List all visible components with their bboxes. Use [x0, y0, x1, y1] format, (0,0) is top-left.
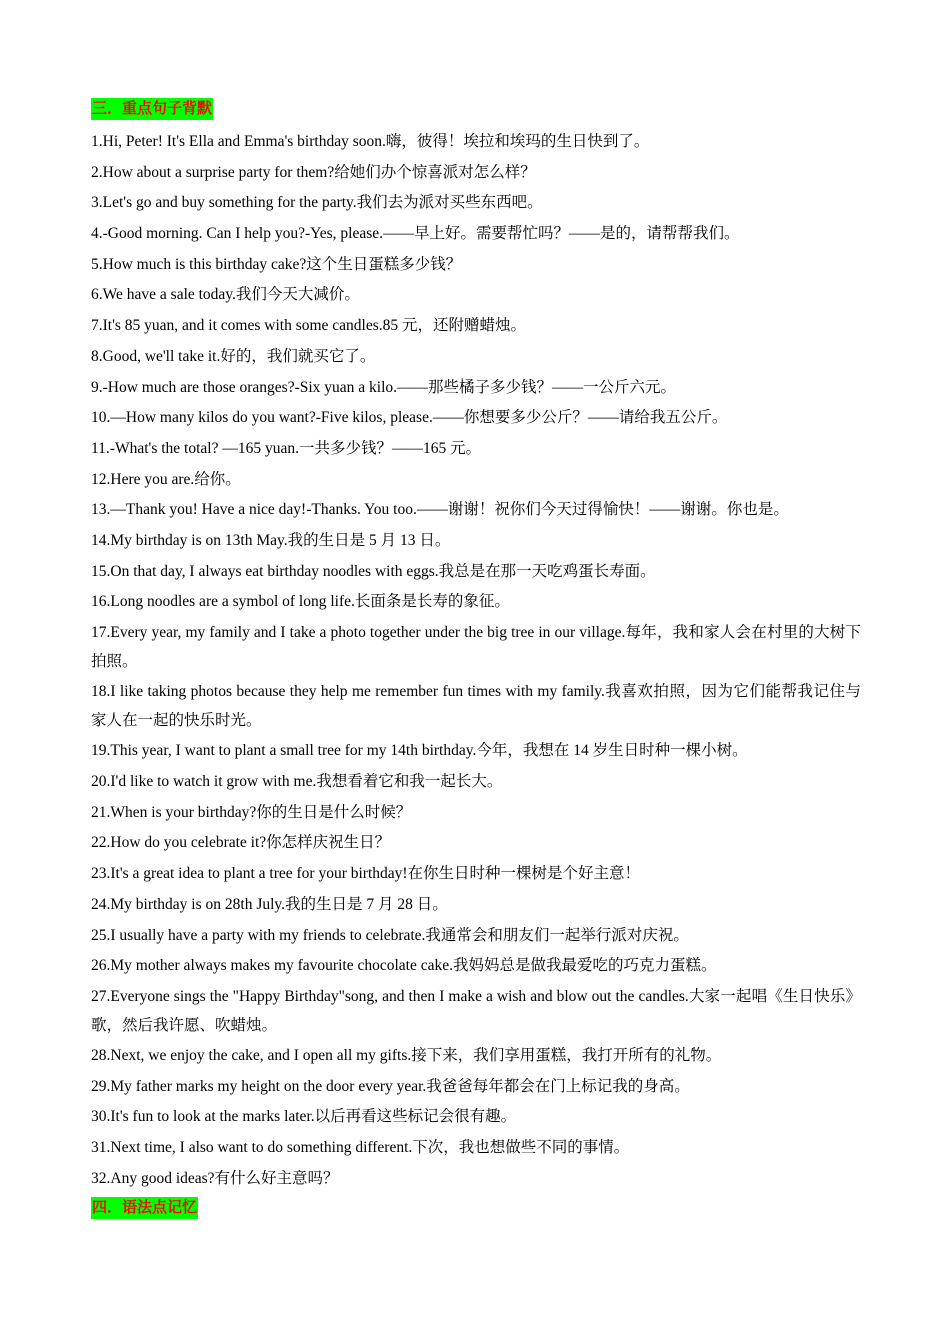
sentence-4: 4.-Good morning. Can I help you?-Yes, please.——早上好。需要帮忙吗？——是的，请帮帮我们。: [91, 225, 740, 243]
sentence-22: 22.How do you celebrate it?你怎样庆祝生日？: [91, 834, 391, 852]
sentence-13: 13.—Thank you! Have a nice day!-Thanks. You too.——谢谢！祝你们今天过得愉快！——谢谢。你也是。: [91, 501, 789, 519]
sentence-2: 2.How about a surprise party for them?给她们办个惊喜派对怎么样？: [91, 163, 536, 181]
sentence-16: 16.Long noodles are a symbol of long life.长面条是长寿的象征。: [91, 593, 510, 611]
sentence-9: 9.-How much are those oranges?-Six yuan a kilo.——那些橘子多少钱？——一公斤六元。: [91, 378, 677, 396]
sentence-20: 20.I'd like to watch it grow with me.我想看着它和我一起长大。: [91, 773, 503, 791]
sentence-25: 25.I usually have a party with my friends to celebrate.我通常会和朋友们一起举行派对庆祝。: [91, 926, 689, 944]
sentence-1: 1.Hi, Peter! It's Ella and Emma's birthday soon.嗨，彼得！埃拉和埃玛的生日快到了。: [91, 133, 650, 150]
sentence-10: 10.—How many kilos do you want?-Five kilos, please.——你想要多少公斤？——请给我五公斤。: [91, 409, 728, 427]
section-heading-key-sentences: 三．重点句子背默: [91, 98, 213, 120]
sentence-5: 5.How much is this birthday cake?这个生日蛋糕多少钱？: [91, 255, 462, 273]
sentence-17: 17.Every year, my family and I take a photo together under the big tree in our village.每年，我和家人会在村里的大树下拍照。: [91, 624, 861, 670]
sentence-27: 27.Everyone sings the "Happy Birthday"song, and then I make a wish and blow out the candles.大家一起唱《生日快乐》歌，然后我许愿、吹蜡烛。: [91, 987, 861, 1034]
sentence-8: 8.Good, we'll take it.好的，我们就买它了。: [91, 347, 376, 365]
sentence-21: 21.When is your birthday?你的生日是什么时候？: [91, 803, 412, 821]
sentence-11: 11.-What's the total? —165 yuan.一共多少钱？——165 元。: [91, 439, 482, 457]
sentence-24: 24.My birthday is on 28th July.我的生日是 7 月 28 日。: [91, 895, 448, 913]
sentence-15: 15.On that day, I always eat birthday noodles with eggs.我总是在那一天吃鸡蛋长寿面。: [91, 562, 656, 580]
section-heading-grammar-points: 四．语法点记忆: [91, 1197, 198, 1219]
sentence-14: 14.My birthday is on 13th May.我的生日是 5 月 13 日。: [91, 531, 451, 549]
sentence-32: 32.Any good ideas?有什么好主意吗？: [91, 1169, 339, 1187]
sentence-12: 12.Here you are.给你。: [91, 470, 241, 488]
sentence-6: 6.We have a sale today.我们今天大减价。: [91, 286, 360, 304]
section-heading-row-4: [91, 1196, 861, 1220]
sentence-29: 29.My father marks my height on the door every year.我爸爸每年都会在门上标记我的身高。: [91, 1077, 690, 1095]
sentence-23: 23.It's a great idea to plant a tree for your birthday!在你生日时种一棵树是个好主意！: [91, 865, 641, 883]
sentence-26: 26.My mother always makes my favourite chocolate cake.我妈妈总是做我最爱吃的巧克力蛋糕。: [91, 957, 717, 975]
sentence-31: 31.Next time, I also want to do something different.下次，我也想做些不同的事情。: [91, 1139, 630, 1157]
section-heading-row-3: [91, 97, 861, 121]
sentence-19: 19.This year, I want to plant a small tree for my 14th birthday.今年，我想在 14 岁生日时种一棵小树。: [91, 742, 748, 760]
document-page: [91, 97, 861, 1220]
sentence-28: 28.Next, we enjoy the cake, and I open all my gifts.接下来，我们享用蛋糕，我打开所有的礼物。: [91, 1047, 722, 1065]
sentence-30: 30.It's fun to look at the marks later.以后再看这些标记会很有趣。: [91, 1108, 517, 1126]
sentence-18: 18.I like taking photos because they help me remember fun times with my family.我喜欢拍照，因为它们能帮我记住与家人在一起的快乐时光。: [91, 683, 861, 730]
sentence-3: 3.Let's go and buy something for the party.我们去为派对买些东西吧。: [91, 194, 543, 212]
sentence-7: 7.It's 85 yuan, and it comes with some candles.85 元，还附赠蜡烛。: [91, 317, 527, 335]
